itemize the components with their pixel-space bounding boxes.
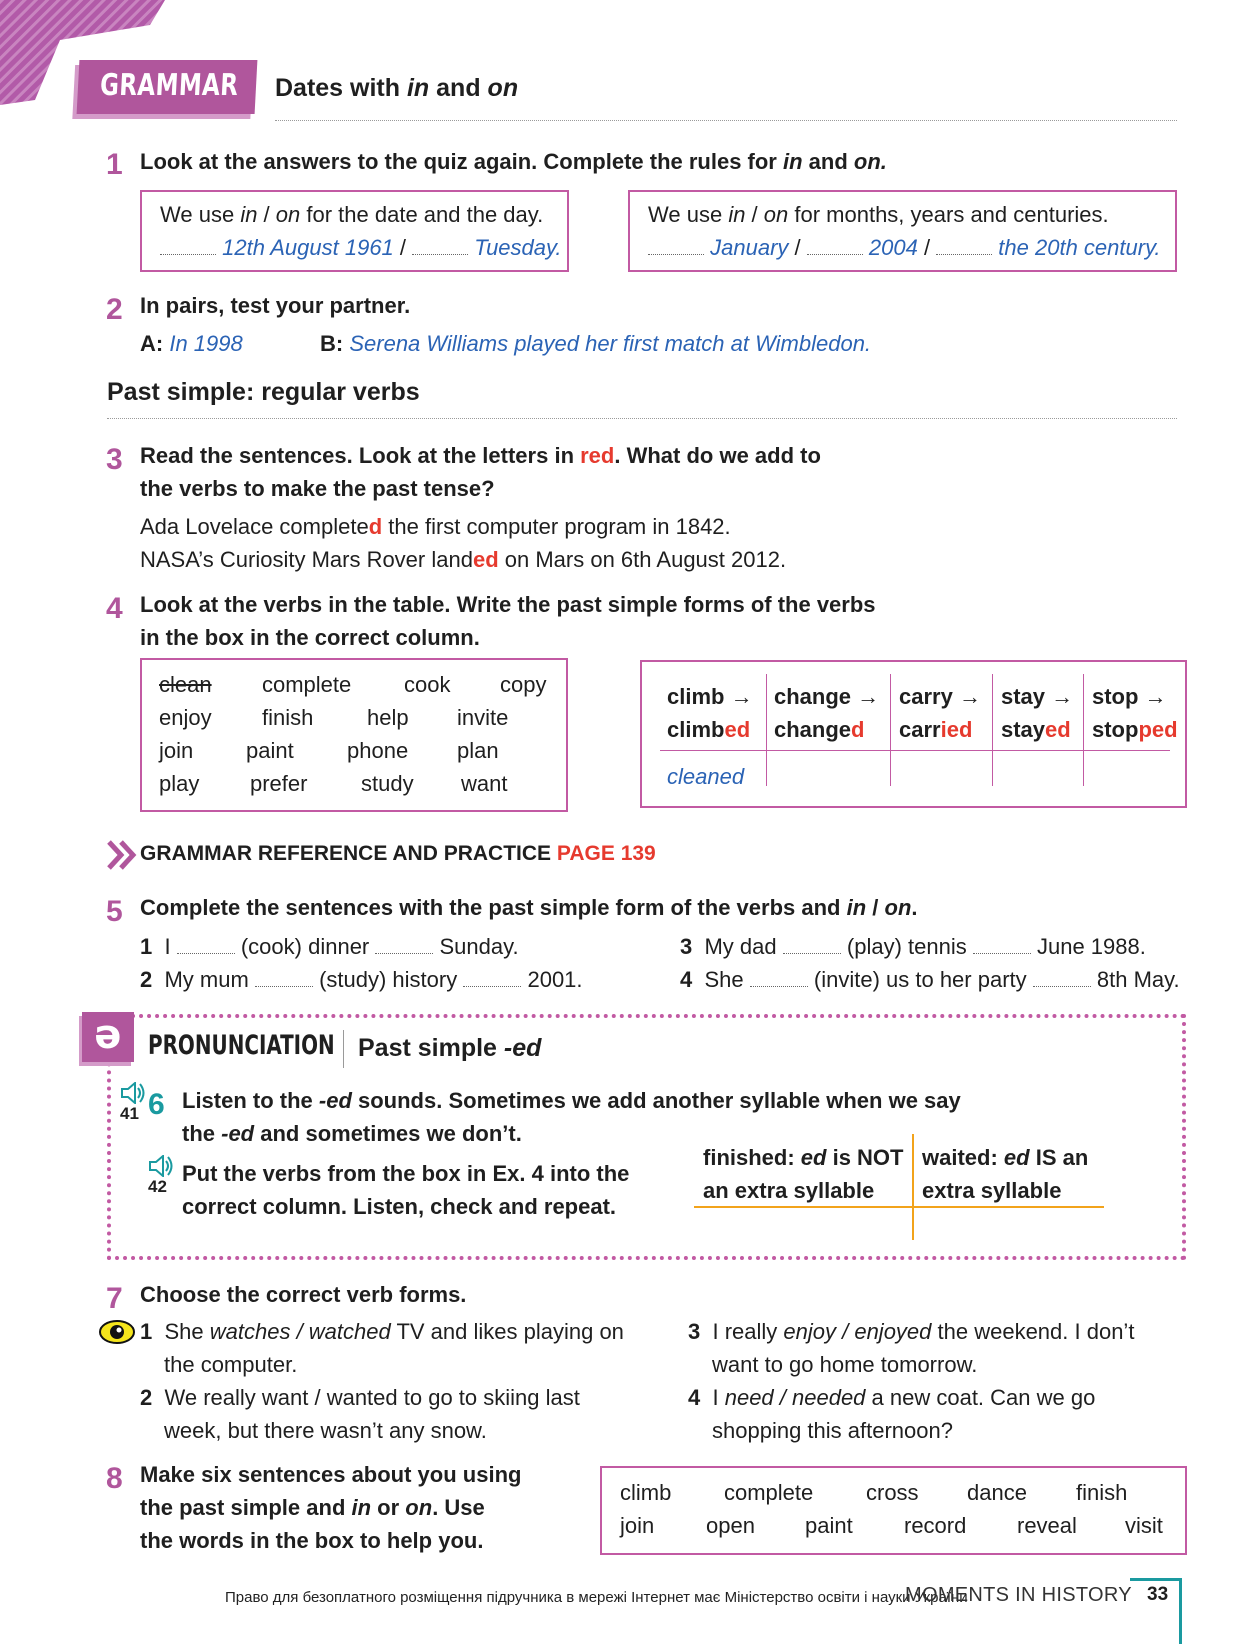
page-title: Dates with in and on [275, 74, 519, 102]
syllable-table-hrule [694, 1206, 1104, 1208]
box-word: complete [724, 1480, 814, 1505]
table-col-stay: stay → stayed [1001, 684, 1074, 742]
verb-word: help [367, 705, 409, 730]
ex5-item-3: 3 My dad (play) tennis June 1988. [680, 934, 1146, 959]
box-word: visit [1125, 1513, 1163, 1538]
ex2-example-b: B: Serena Williams played her first match at Wimbledon. [320, 331, 872, 356]
verb-word: plan [457, 738, 499, 763]
ex4-number: 4 [106, 592, 123, 625]
syllable-col-not: finished: ed is NOT an extra syllable [703, 1145, 904, 1203]
ex8-word-box [600, 1466, 1187, 1555]
ex7-number: 7 [106, 1282, 123, 1315]
ex3-sentence-1: Ada Lovelace completed the first computer program in 1842. [140, 514, 731, 539]
ex3-sentence-2: NASA’s Curiosity Mars Rover landed on Mars on 6th August 2012. [140, 547, 787, 572]
ex1-rule-box-1 [140, 190, 569, 272]
title-rule [275, 120, 1177, 121]
grammar-badge-label: GRAMMAR [99, 68, 240, 103]
ex6-instruction: Listen to the -ed sounds. Sometimes we add another syllable when we say the -ed and sometimes we don’t. [182, 1088, 961, 1146]
ex7-item-3: 3 I really enjoy / enjoyed the weekend. I don’t want to go home tomorrow. [688, 1319, 1135, 1377]
table-col-climb: climb → climbed [667, 684, 753, 742]
ex2-number: 2 [106, 293, 123, 326]
answer-blank[interactable] [160, 235, 216, 255]
table-col-stop: stop → stopped [1092, 684, 1178, 742]
verb-word: want [461, 771, 508, 796]
ex5-item-4: 4 She (invite) us to her party 8th May. [680, 967, 1180, 992]
ex4-verb-table [640, 660, 1187, 808]
ex7-item-2: 2 We really want / wanted to go to skiing last week, but there wasn’t any snow. [140, 1385, 580, 1443]
ex8-instruction: Make six sentences about you using the past simple and in or on. Use the words in the box to help you. [140, 1462, 522, 1553]
answer-blank[interactable] [255, 967, 313, 987]
table-divider [992, 674, 993, 786]
speaker-icon[interactable] [120, 1082, 146, 1104]
verb-word: phone [347, 738, 409, 763]
box-word: reveal [1017, 1513, 1077, 1538]
rule2-text: We use in / on for months, years and centuries. [648, 202, 1109, 227]
ex3-instruction: Read the sentences. Look at the letters in red. What do we add to the verbs to make the past tense? [140, 443, 821, 501]
verb-word: enjoy [159, 705, 212, 730]
answer-blank[interactable] [807, 235, 863, 255]
ex4-instruction: Look at the verbs in the table. Write the past simple forms of the verbs in the box in the correct column. [140, 592, 876, 650]
verb-word: play [159, 771, 200, 796]
box-word: join [620, 1513, 655, 1538]
answer-blank[interactable] [783, 934, 841, 954]
verb-word: copy [500, 672, 547, 697]
rule2-answers: January / 2004 / the 20th century. [648, 231, 1161, 264]
verb-word: prefer [250, 771, 308, 796]
ex8-number: 8 [106, 1462, 123, 1495]
verb-word: paint [246, 738, 294, 763]
ex4-verb-box [140, 658, 568, 812]
verb-word: cook [404, 672, 451, 697]
answer-blank[interactable] [375, 934, 433, 954]
speaker-icon[interactable] [148, 1155, 174, 1177]
pronunciation-title: Past simple -ed [358, 1034, 542, 1062]
ex7-instruction: Choose the correct verb forms. [140, 1282, 467, 1307]
ex3-number: 3 [106, 443, 123, 476]
ex5-item-2: 2 My mum (study) history 2001. [140, 967, 583, 992]
ex1-rule-box-2 [628, 190, 1177, 272]
double-chevron-icon [106, 840, 138, 870]
ex5-item-1: 1 I (cook) dinner Sunday. [140, 934, 519, 959]
ex2-instruction: In pairs, test your partner. [140, 293, 411, 318]
verb-word: complete [262, 672, 352, 697]
box-word: climb [620, 1480, 672, 1505]
pronunciation-divider [343, 1030, 344, 1068]
schwa-badge [82, 1012, 134, 1062]
answer-blank[interactable] [177, 934, 235, 954]
box-word: open [706, 1513, 755, 1538]
syllable-table-vrule [912, 1134, 914, 1240]
answer-blank[interactable] [936, 235, 992, 255]
ex7-item-4: 4 I need / needed a new coat. Can we go shopping this afternoon? [688, 1385, 1096, 1443]
section-rule [107, 418, 1177, 419]
audio-track-41: 41 [120, 1104, 139, 1123]
answer-blank[interactable] [412, 235, 468, 255]
table-divider [1083, 674, 1084, 786]
grammar-reference-link[interactable]: GRAMMAR REFERENCE AND PRACTICE PAGE 139 [140, 842, 656, 865]
verb-word: join [159, 738, 194, 763]
ex6-instruction-2: Put the verbs from the box in Ex. 4 into the correct column. Listen, check and repeat. [182, 1161, 630, 1219]
answer-blank[interactable] [973, 934, 1031, 954]
table-header-rule [660, 750, 1170, 751]
box-word: paint [805, 1513, 853, 1538]
ex5-number: 5 [106, 895, 123, 928]
footer-notice: Право для безоплатного розміщення підручника в мережі Інтернет має Міністерство освіти і науки України [225, 1589, 968, 1606]
table-example-answer: cleaned [667, 764, 745, 789]
table-col-carry: carry → carried [899, 684, 981, 742]
ex1-number: 1 [106, 148, 123, 181]
answer-blank[interactable] [1033, 967, 1091, 987]
answer-blank[interactable] [648, 235, 704, 255]
table-col-change: change → changed [774, 684, 880, 742]
rule1-text: We use in / on for the date and the day. [160, 202, 544, 227]
box-word: dance [967, 1480, 1027, 1505]
verb-word: finish [262, 705, 314, 730]
footer-page-number: 33 [1147, 1584, 1169, 1605]
eye-icon [98, 1318, 136, 1346]
verb-word: study [361, 771, 414, 796]
ex2-example-a: A: In 1998 [140, 331, 243, 356]
table-divider [890, 674, 891, 786]
ex1-instruction: Look at the answers to the quiz again. Complete the rules for in and on. [140, 149, 887, 174]
ex5-instruction: Complete the sentences with the past simple form of the verbs and in / on. [140, 895, 918, 920]
pronunciation-badge: PRONUNCIATION [148, 1030, 335, 1061]
syllable-col-is: waited: ed IS an extra syllable [922, 1145, 1089, 1203]
box-word: finish [1076, 1480, 1128, 1505]
answer-blank[interactable] [750, 967, 808, 987]
answer-blank[interactable] [463, 967, 521, 987]
schwa-symbol: ə [94, 1012, 122, 1058]
ex6-number: 6 [148, 1088, 165, 1121]
verb-word: invite [457, 705, 509, 730]
grammar-badge [77, 60, 258, 114]
ex7-item-1: 1 She watches / watched TV and likes playing on the computer. [140, 1319, 624, 1377]
box-word: record [904, 1513, 967, 1538]
section-title-past-simple: Past simple: regular verbs [107, 378, 420, 406]
verb-word: clean [159, 672, 212, 697]
rule1-answers: 12th August 1961 / Tuesday. [160, 231, 562, 264]
table-divider [766, 674, 767, 786]
footer-unit: MOMENTS IN HISTORY [905, 1584, 1132, 1606]
audio-track-42: 42 [148, 1177, 167, 1196]
box-word: cross [866, 1480, 919, 1505]
